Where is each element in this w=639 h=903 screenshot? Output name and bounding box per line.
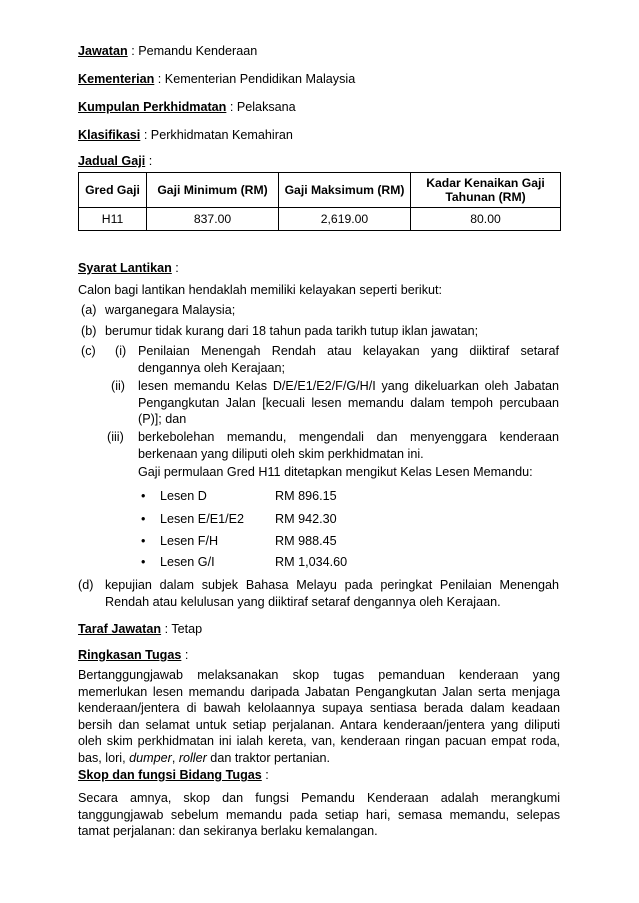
jawatan-label: Jawatan (78, 44, 128, 58)
table-cell: 2,619.00 (279, 208, 411, 231)
item-b-text: berumur tidak kurang dari 18 tahun pada tarikh tutup iklan jawatan; (105, 324, 479, 338)
ringkasan-dumper: dumper (129, 750, 172, 765)
skop-paragraph: Secara amnya, skop dan fungsi Pemandu Kenderaan adalah merangkumi tanggungjawab sebelum memandu pada setiap hari, semasa memandu, selepas tamat perjalanan: dan sekiranya berlaku kemalangan. (78, 791, 560, 838)
ringkasan-roller: roller (178, 750, 207, 765)
table-header: Kadar Kenaikan Gaji Tahunan (RM) (411, 173, 561, 208)
lesen-name: Lesen D (160, 489, 207, 503)
jadual-value: : (148, 154, 153, 168)
skop-value: : (265, 768, 269, 782)
jawatan-value: : Pemandu Kenderaan (131, 44, 258, 58)
klasifikasi-label: Klasifikasi (78, 128, 141, 142)
item-c3-text: berkebolehan memandu, mengendali dan menyenggara kenderaan berkenaan yang diliputi oleh skim perkhidmatan ini. (138, 430, 559, 461)
item-c1-mark: (i) (115, 344, 127, 358)
bullet-icon: • (141, 534, 146, 548)
table-header: Gaji Minimum (RM) (147, 173, 279, 208)
jawatan-line (78, 44, 257, 59)
gaji-permulaan-text: Gaji permulaan Gred H11 ditetapkan mengikut Kelas Lesen Memandu: (138, 465, 533, 479)
bullet-icon: • (141, 489, 146, 503)
item-a-text: warganegara Malaysia; (105, 303, 236, 317)
lesen-name: Lesen F/H (160, 534, 219, 548)
kementerian-line (78, 72, 355, 87)
item-d-text: kepujian dalam subjek Bahasa Melayu pada peringkat Penilaian Menengah Rendah atau kelulusan yang diiktiraf setaraf dengannya oleh Kerajaan. (105, 578, 559, 609)
skop-label: Skop dan fungsi Bidang Tugas (78, 768, 262, 782)
item-c1-text: Penilaian Menengah Rendah atau kelayakan yang diiktiraf setaraf dengannya oleh Kerajaan; (138, 344, 559, 375)
lesen-row (141, 534, 337, 548)
jadual-line (78, 154, 152, 169)
taraf-value: : Tetap (164, 622, 203, 636)
lesen-value: RM 1,034.60 (275, 555, 348, 569)
table-cell: 80.00 (411, 208, 561, 231)
ringkasan-paragraph (78, 667, 560, 766)
lesen-row (141, 512, 337, 526)
item-c2-text: lesen memandu Kelas D/E/E1/E2/F/G/H/I yang dikeluarkan oleh Jabatan Pengangkutan Jalan [kecuali lesen memandu dalam tempoh percubaan (P)]; dan (138, 379, 559, 426)
kementerian-value: : Kementerian Pendidikan Malaysia (157, 72, 356, 86)
syarat-line (78, 261, 179, 276)
syarat-intro: Calon bagi lantikan hendaklah memiliki kelayakan seperti berikut: (78, 283, 443, 297)
table-cell: 837.00 (147, 208, 279, 231)
ringkasan-text-2: dan traktor pertanian. (206, 750, 331, 765)
table-row (79, 208, 561, 231)
kumpulan-line (78, 100, 296, 115)
syarat-label: Syarat Lantikan (78, 261, 172, 275)
bullet-icon: • (141, 512, 146, 526)
ringkasan-sep: , (171, 750, 179, 765)
item-c2-mark: (ii) (111, 379, 125, 393)
ringkasan-line (78, 648, 188, 663)
lesen-name: Lesen E/E1/E2 (160, 512, 245, 526)
taraf-line (78, 622, 202, 637)
lesen-row (141, 489, 337, 503)
bullet-icon: • (141, 555, 146, 569)
lesen-row (141, 555, 348, 569)
kumpulan-value: : Pelaksana (229, 100, 296, 114)
item-c3-mark: (iii) (107, 430, 124, 444)
syarat-value: : (175, 261, 179, 275)
ringkasan-text-1: Bertanggungjawab melaksanakan skop tugas pemanduan kenderaan yang memerlukan lesen memandu daripada Jabatan Pengangkutan Jalan serta menjaga kenderaan/jentera di bawah kelolaannya supaya sentiasa berada dalam keadaan bersih dan selamat untuk setiap perjalanan. Antara kenderaan/jentera yang diliputi oleh skim perkhidmatan ini ialah kereta, van, kenderaan ringan pacuan empat roda, bas, lori, (78, 668, 560, 765)
skop-line (78, 768, 269, 783)
klasifikasi-value: : Perkhidmatan Kemahiran (143, 128, 293, 142)
item-b-mark: (b) (81, 324, 97, 338)
lesen-name: Lesen G/I (160, 555, 215, 569)
item-c-mark: (c) (81, 344, 96, 358)
lesen-value: RM 896.15 (275, 489, 337, 503)
table-header-row (79, 173, 561, 208)
salary-table (78, 172, 561, 231)
klasifikasi-line (78, 128, 293, 143)
lesen-value: RM 988.45 (275, 534, 337, 548)
ringkasan-label: Ringkasan Tugas (78, 648, 182, 662)
jadual-label: Jadual Gaji (78, 154, 146, 168)
item-a-mark: (a) (81, 303, 97, 317)
table-header: Gred Gaji (79, 173, 147, 208)
kementerian-label: Kementerian (78, 72, 155, 86)
ringkasan-value: : (184, 648, 189, 662)
taraf-label: Taraf Jawatan (78, 622, 162, 636)
table-header: Gaji Maksimum (RM) (279, 173, 411, 208)
lesen-value: RM 942.30 (275, 512, 337, 526)
table-cell: H11 (79, 208, 147, 231)
item-d-mark: (d) (78, 578, 94, 592)
kumpulan-label: Kumpulan Perkhidmatan (78, 100, 227, 114)
